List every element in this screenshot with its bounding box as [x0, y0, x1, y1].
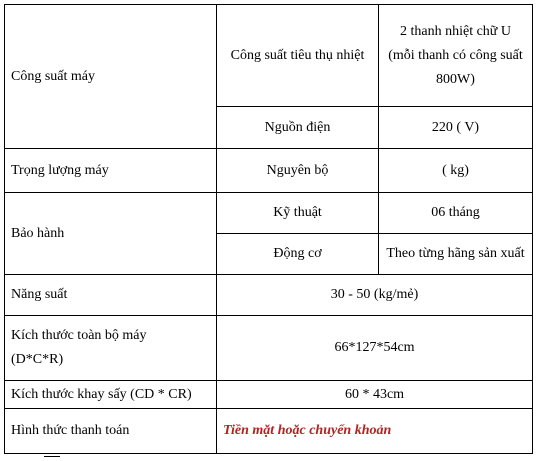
source-label: Nguồn điện [217, 107, 379, 149]
weight-sub-label: Nguyên bộ [217, 149, 379, 193]
capacity-label: Năng suất [5, 275, 217, 316]
table-row [5, 275, 533, 316]
spec-table [4, 4, 533, 454]
warranty-label: Bảo hành [5, 193, 217, 275]
table-row [5, 193, 533, 234]
warranty-tech-label: Kỹ thuật [217, 193, 379, 234]
consumption-value: 2 thanh nhiệt chữ U (mỗi thanh có công suất 800W) [379, 5, 533, 107]
tray-value: 60 * 43cm [217, 381, 533, 409]
warranty-engine-value: Theo từng hãng sản xuất [379, 234, 533, 275]
payment-value: Tiền mặt hoặc chuyển khoản [217, 409, 533, 454]
table-row [5, 149, 533, 193]
table-row [5, 409, 533, 454]
warranty-engine-label: Động cơ [217, 234, 379, 275]
source-value: 220 ( V) [379, 107, 533, 149]
consumption-label: Công suất tiêu thụ nhiệt [217, 5, 379, 107]
table-row [5, 5, 533, 107]
weight-value: ( kg) [379, 149, 533, 193]
dimensions-label: Kích thước toàn bộ máy (D*C*R) [5, 316, 217, 381]
divider [44, 456, 60, 460]
weight-label: Trọng lượng máy [5, 149, 217, 193]
warranty-tech-value: 06 tháng [379, 193, 533, 234]
power-label: Công suất máy [5, 5, 217, 149]
table-row [5, 381, 533, 409]
payment-label: Hình thức thanh toán [5, 409, 217, 454]
tray-label: Kích thước khay sấy (CD * CR) [5, 381, 217, 409]
table-row [5, 316, 533, 381]
dimensions-value: 66*127*54cm [217, 316, 533, 381]
capacity-value: 30 - 50 (kg/mẻ) [217, 275, 533, 316]
